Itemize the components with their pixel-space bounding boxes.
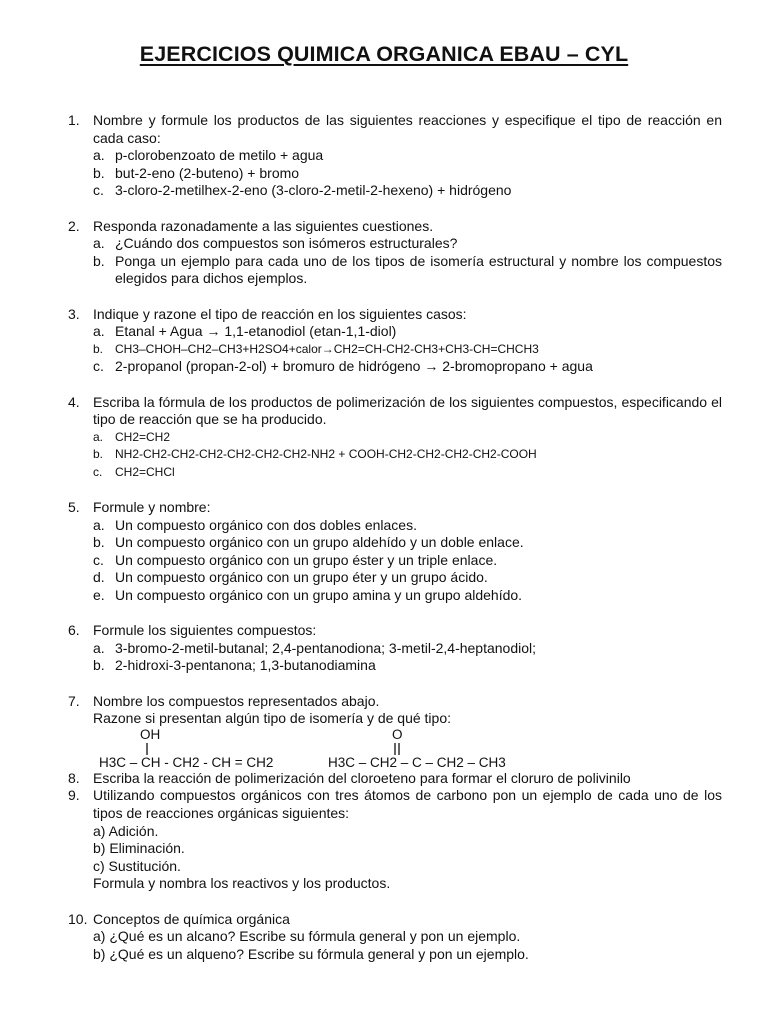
question-text: Escriba la fórmula de los productos de polimerización de los siguientes compuestos, especificando el tipo de reacción que se ha producido. <box>93 393 722 428</box>
structure-1-oh-label: OH <box>140 727 161 742</box>
question-number: 2. <box>68 217 80 234</box>
item-text: CH3–CHOH–CH2–CH3+H2SO4+calor→CH2=CH-CH2-CH3+CH3-CH=CHCH3 <box>115 341 539 356</box>
item-text: but-2-eno (2-buteno) + bromo <box>115 164 300 181</box>
question-number: 5. <box>68 499 80 516</box>
item-text: 3-bromo-2-metil-butanal; 2,4-pentanodiona; 3-metil-2,4-heptanodiol; <box>115 639 537 656</box>
question-number: 3. <box>68 305 80 322</box>
question-5-item-e <box>68 587 722 605</box>
question-9 <box>68 787 722 822</box>
item-letter: a. <box>93 235 105 252</box>
item-letter: b. <box>93 164 105 181</box>
item-text: CH2=CHCl <box>115 464 175 479</box>
question-text: Indique y razone el tipo de reacción en los siguientes casos: <box>93 305 467 322</box>
question-number: 8. <box>68 769 80 786</box>
item-letter: c. <box>93 464 103 479</box>
question-text: Nombre y formule los productos de las siguientes reacciones y especifique el tipo de reacción en cada caso: <box>93 112 722 146</box>
question-number: 7. <box>68 692 80 709</box>
question-text: Responda razonadamente a las siguientes cuestiones. <box>93 217 434 234</box>
item-letter: c. <box>93 182 104 199</box>
question-9-line-b: b) Eliminación. <box>93 840 185 857</box>
question-5 <box>68 499 722 517</box>
question-4-item-a <box>68 429 722 447</box>
item-text: CH2=CH2 <box>115 429 171 444</box>
item-text: Un compuesto orgánico con un grupo éter y un grupo ácido. <box>115 569 488 586</box>
question-10-line-a: a) ¿Qué es un alcano? Escribe su fórmula general y pon un ejemplo. <box>93 928 521 945</box>
question-3-item-a <box>68 323 722 341</box>
question-6 <box>68 622 722 640</box>
item-text: 2-propanol (propan-2-ol) + bromuro de hidrógeno → 2-bromopropano + agua <box>115 358 593 375</box>
question-6-item-a <box>68 640 722 658</box>
item-letter: a. <box>93 323 105 340</box>
question-5-item-b <box>68 534 722 552</box>
question-9-line-a: a) Adición. <box>93 822 159 839</box>
item-letter: b. <box>93 447 104 462</box>
question-3-item-c <box>68 358 722 376</box>
item-letter: c. <box>93 551 104 568</box>
question-1-item-c <box>68 182 722 200</box>
question-1-item-a <box>68 147 722 165</box>
item-letter: d. <box>93 569 105 586</box>
question-number: 4. <box>68 393 80 410</box>
item-letter: b. <box>93 252 105 269</box>
item-text: Un compuesto orgánico con un grupo amina y un grupo aldehído. <box>115 587 523 604</box>
item-letter: c. <box>93 358 104 375</box>
question-1-item-b <box>68 165 722 183</box>
question-7-text-2: Razone si presentan algún tipo de isomería y de qué tipo: <box>93 710 452 727</box>
question-6-item-b <box>68 657 722 675</box>
question-2 <box>68 218 722 236</box>
question-3-item-b <box>68 341 722 359</box>
structure-2-chain: H3C – CH2 – C – CH2 – CH3 <box>328 754 506 770</box>
item-letter: a. <box>93 516 105 533</box>
item-text: ¿Cuándo dos compuestos son isómeros estructurales? <box>115 235 458 252</box>
question-5-item-d <box>68 569 722 587</box>
item-letter: a. <box>93 147 105 164</box>
question-3 <box>68 306 722 324</box>
item-text: NH2-CH2-CH2-CH2-CH2-CH2-CH2-NH2 + COOH-CH2-CH2-CH2-CH2-COOH <box>115 447 537 462</box>
structure-drawings <box>93 728 722 770</box>
question-number: 10. <box>68 910 88 927</box>
question-number: 6. <box>68 622 80 639</box>
question-9-line-c: c) Sustitución. <box>93 857 181 874</box>
question-text: Formule los siguientes compuestos: <box>93 622 317 639</box>
question-5-item-a <box>68 517 722 535</box>
question-text: Formule y nombre: <box>93 499 211 516</box>
question-text: Nombre los compuestos representados abajo. <box>93 692 380 709</box>
item-text: Un compuesto orgánico con un grupo éster y un triple enlace. <box>115 551 498 568</box>
question-2-item-b <box>68 253 722 288</box>
question-1 <box>68 112 722 147</box>
question-10-line-b: b) ¿Qué es un alqueno? Escribe su fórmula general y pon un ejemplo. <box>93 945 529 962</box>
question-number: 1. <box>68 112 80 128</box>
structure-1-chain: H3C – CH - CH2 - CH = CH2 <box>99 754 274 770</box>
exercise-list <box>68 112 722 963</box>
question-4-item-b <box>68 446 722 464</box>
question-9-line-d: Formula y nombra los reactivos y los productos. <box>93 875 391 892</box>
question-text: Conceptos de química orgánica <box>93 910 290 927</box>
item-letter: b. <box>93 534 105 551</box>
item-text: Un compuesto orgánico con un grupo aldehído y un doble enlace. <box>115 534 524 551</box>
item-text: Un compuesto orgánico con dos dobles enlaces. <box>115 516 417 533</box>
page-title: EJERCICIOS QUIMICA ORGANICA EBAU – CYL <box>139 42 629 66</box>
question-text: Utilizando compuestos orgánicos con tres átomos de carbono pon un ejemplo de cada uno de los tipos de reacciones orgánicas siguientes: <box>93 787 722 821</box>
question-text: Escriba la reacción de polimerización del cloroeteno para formar el cloruro de polivinilo <box>93 769 631 786</box>
item-letter: b. <box>93 657 105 674</box>
question-8 <box>68 770 722 788</box>
item-text: 3-cloro-2-metilhex-2-eno (3-cloro-2-metil-2-hexeno) + hidrógeno <box>115 182 512 199</box>
item-letter: a. <box>93 639 105 656</box>
item-text: Etanal + Agua → 1,1-etanodiol (etan-1,1-diol) <box>115 323 397 340</box>
question-number: 9. <box>68 787 80 804</box>
item-letter: a. <box>93 429 104 444</box>
question-4-item-c <box>68 464 722 482</box>
item-text: Ponga un ejemplo para cada uno de los tipos de isomería estructural y nombre los compuestos elegidos para dichos ejemplos. <box>115 252 722 287</box>
question-10 <box>68 911 722 929</box>
question-5-item-c <box>68 552 722 570</box>
structural-formulas <box>93 728 722 770</box>
question-4 <box>68 394 722 429</box>
item-text: p-clorobenzoato de metilo + agua <box>115 147 324 164</box>
item-text: 2-hidroxi-3-pentanona; 1,3-butanodiamina <box>115 657 376 674</box>
item-letter: b. <box>93 341 104 356</box>
structure-2-o-label: O <box>392 727 403 742</box>
item-letter: e. <box>93 587 105 604</box>
question-2-item-a <box>68 235 722 253</box>
question-7 <box>68 693 722 711</box>
